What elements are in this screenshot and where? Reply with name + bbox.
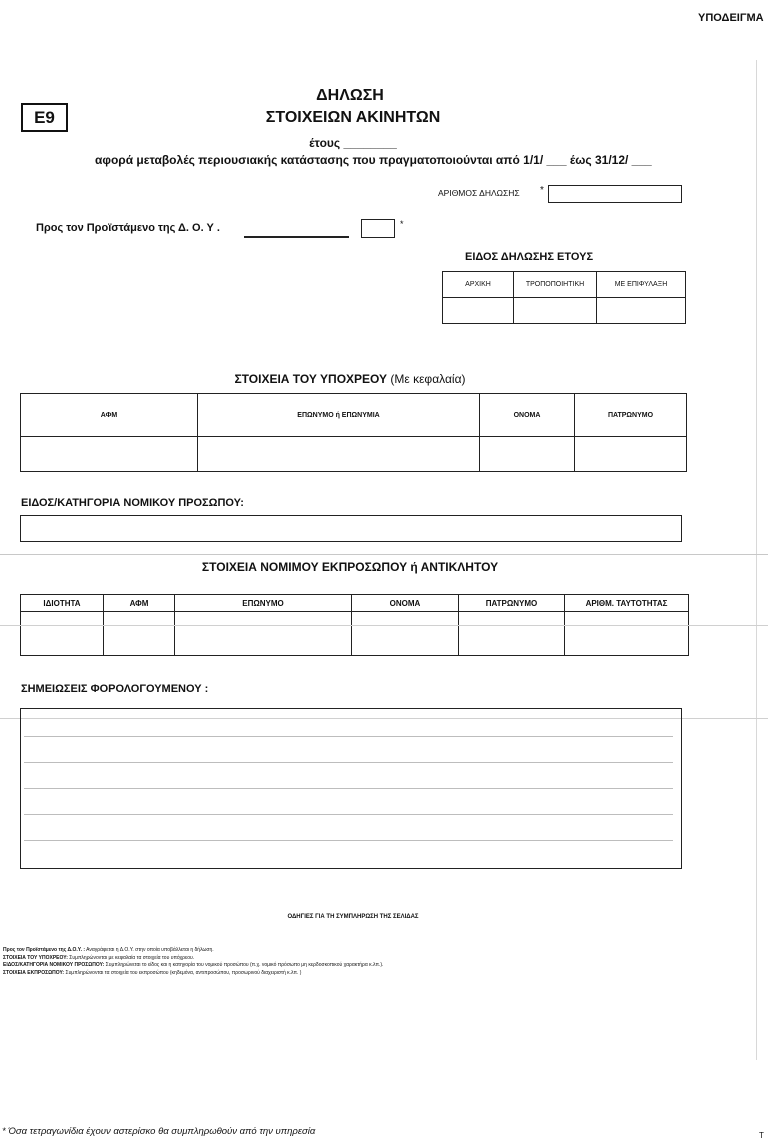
period-line: αφορά μεταβολές περιουσιακής κατάστασης που πραγματοποιούνται από 1/1/ ___ έως 31/12/ ___ <box>95 153 652 167</box>
year-line: έτους ________ <box>309 136 397 150</box>
rep-afm-cell[interactable] <box>104 612 175 656</box>
notes-area[interactable] <box>20 708 682 869</box>
scan-line <box>0 625 768 626</box>
instruction-label: ΣΤΟΙΧΕΙΑ ΤΟΥ ΥΠΟΧΡΕΟΥ: <box>3 954 68 961</box>
rep-fathername-cell[interactable] <box>459 612 565 656</box>
obligor-afm-cell[interactable] <box>21 437 198 472</box>
doy-code-asterisk: * <box>400 219 404 229</box>
rep-id-header: ΑΡΙΘΜ. ΤΑΥΤΟΤΗΤΑΣ <box>565 595 689 612</box>
notes-rule <box>24 840 673 841</box>
separator-line <box>0 554 768 555</box>
legal-entity-field[interactable] <box>20 515 682 542</box>
page-corner-mark: Τ <box>759 1131 764 1140</box>
title-line1: ΔΗΛΩΣΗ <box>316 87 384 104</box>
declaration-number-asterisk: * <box>540 185 544 196</box>
declaration-type-table <box>442 271 686 324</box>
instruction-label: ΕΙΔΟΣ/ΚΑΤΗΓΟΡΙΑ ΝΟΜΙΚΟΥ ΠΡΟΣΩΠΟΥ: <box>3 962 105 968</box>
sample-label: ΥΠΟΔΕΙΓΜΑ <box>698 12 764 24</box>
obligor-afm-header: ΑΦΜ <box>21 394 198 437</box>
rep-surname-cell[interactable] <box>175 612 352 656</box>
type-amending-header: ΤΡΟΠΟΠΟΙΗΤΙΚΗ <box>514 272 597 298</box>
doy-code-field[interactable] <box>361 219 395 238</box>
notes-rule <box>24 788 673 789</box>
obligor-title-text: ΣΤΟΙΧΕΙΑ ΤΟΥ ΥΠΟΧΡΕΟΥ <box>234 372 388 386</box>
instruction-text: Αναγράφεται η Δ.Ο.Υ. στην οποία υποβάλλεται η δήλωση. <box>85 947 214 953</box>
obligor-name-header: ΟΝΟΜΑ <box>480 394 575 437</box>
type-reserved-header: ΜΕ ΕΠΙΦΥΛΑΞΗ <box>597 272 686 298</box>
instruction-label: ΣΤΟΙΧΕΙΑ ΕΚΠΡΟΣΩΠΟΥ: <box>3 969 65 976</box>
instruction-line <box>3 947 703 955</box>
title-line2: ΣΤΟΙΧΕΙΩΝ ΑΚΙΝΗΤΩΝ <box>265 109 441 126</box>
rep-role-header: ΙΔΙΟΤΗΤΑ <box>21 595 104 612</box>
instruction-text: Συμπληρώνονται με κεφαλαία τα στοιχεία του υπόχρεου. <box>67 954 195 961</box>
rep-fathername-header: ΠΑΤΡΩΝΥΜΟ <box>459 595 565 612</box>
footnote: * Όσα τετραγωνίδια έχουν αστερίσκο θα συμπληρωθούν από την υπηρεσία <box>2 1126 316 1137</box>
obligor-fathername-header: ΠΑΤΡΩΝΥΜΟ <box>575 394 687 437</box>
type-reserved-cell[interactable] <box>597 298 686 324</box>
representative-title: ΣΤΟΙΧΕΙΑ ΝΟΜΙΜΟΥ ΕΚΠΡΟΣΩΠΟΥ ή ΑΝΤΙΚΛΗΤΟΥ <box>201 560 499 574</box>
instructions-title: ΟΔΗΓΙΕΣ ΓΙΑ ΤΗ ΣΥΜΠΛΗΡΩΣΗ ΤΗΣ ΣΕΛΙΔΑΣ <box>287 914 419 920</box>
rep-name-cell[interactable] <box>352 612 459 656</box>
notes-rule <box>24 814 673 815</box>
rep-id-cell[interactable] <box>565 612 689 656</box>
instruction-text: Συμπληρώνονται τα στοιχεία του εκπροσώπου (κηδεμόνα, αντιπροσώπου, προσωρινού διαχειριστή κ.λπ. ) <box>64 969 302 976</box>
type-original-cell[interactable] <box>443 298 514 324</box>
notes-label: ΣΗΜΕΙΩΣΕΙΣ ΦΟΡΟΛΟΓΟΥΜΕΝΟΥ : <box>21 683 209 695</box>
doy-name-line[interactable] <box>244 236 349 238</box>
instruction-line <box>3 970 703 978</box>
type-original-header: ΑΡΧΙΚΗ <box>443 272 514 298</box>
instruction-line <box>3 962 703 970</box>
rep-afm-header: ΑΦΜ <box>104 595 175 612</box>
obligor-surname-header: ΕΠΩΝΥΜΟ ή ΕΠΩΝΥΜΙΑ <box>198 394 480 437</box>
rep-role-cell[interactable] <box>21 612 104 656</box>
declaration-type-title: ΕΙΔΟΣ ΔΗΛΩΣΗΣ ΕΤΟΥΣ <box>465 251 594 263</box>
doy-label: Προς τον Προϊστάμενο της Δ. Ο. Υ . <box>36 222 220 234</box>
instruction-line <box>3 955 703 963</box>
obligor-surname-cell[interactable] <box>198 437 480 472</box>
type-amending-cell[interactable] <box>514 298 597 324</box>
instruction-label: Προς τον Προϊστάμενο της Δ.Ο.Υ. : <box>3 947 86 953</box>
edge-line <box>756 60 757 1060</box>
declaration-number-field[interactable] <box>548 185 682 203</box>
instructions-block <box>3 947 703 977</box>
obligor-table <box>20 393 687 472</box>
obligor-name-cell[interactable] <box>480 437 575 472</box>
notes-rule <box>24 736 673 737</box>
instruction-text: Συμπληρώνεται το είδος και η κατηγορία του νομικού προσώπου (π.χ. νομικό πρόσωπο μη κερδοσκοπικού χαρακτήρα κ.λπ.). <box>104 962 384 968</box>
declaration-number-label: ΑΡΙΘΜΟΣ ΔΗΛΩΣΗΣ <box>438 188 520 198</box>
rep-surname-header: ΕΠΩΝΥΜΟ <box>175 595 352 612</box>
legal-entity-label: ΕΙΔΟΣ/ΚΑΤΗΓΟΡΙΑ ΝΟΜΙΚΟΥ ΠΡΟΣΩΠΟΥ: <box>21 497 244 509</box>
rep-name-header: ΟΝΟΜΑ <box>352 595 459 612</box>
form-code: Ε9 <box>34 108 55 127</box>
obligor-fathername-cell[interactable] <box>575 437 687 472</box>
obligor-title-suffix: (Με κεφαλαία) <box>390 372 466 386</box>
notes-rule <box>24 762 673 763</box>
obligor-title <box>0 372 700 386</box>
